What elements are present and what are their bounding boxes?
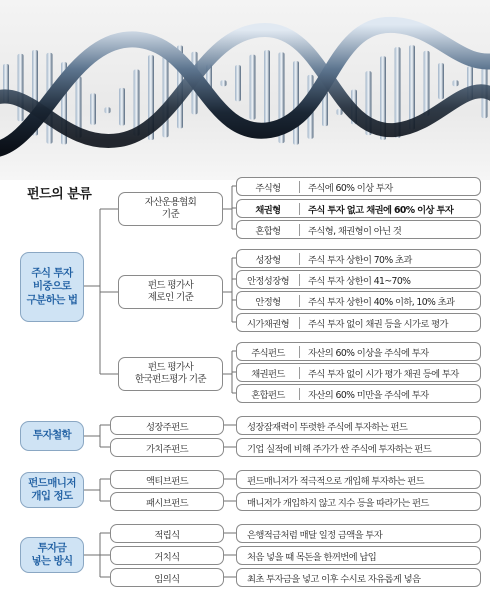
category-line: 펀드매니저 — [28, 476, 76, 489]
type-desc: 주식 투자 없이 시가 평가 채권 등에 투자 — [308, 368, 459, 380]
type-row — [236, 313, 481, 332]
type-name: 주식펀드 — [251, 347, 285, 359]
fund-type: 임의식 — [110, 568, 224, 587]
dna-rung — [105, 107, 111, 113]
dna-rung — [90, 93, 96, 124]
dna-rung — [264, 50, 270, 134]
category-line: 비중으로 — [32, 280, 72, 293]
type-row — [236, 249, 481, 268]
type-name: 혼합형 — [255, 225, 281, 237]
type-desc: 주식 투자 없이 채권 등을 시가로 평가 — [308, 318, 448, 330]
criteria-line: 제로인 기준 — [147, 292, 194, 303]
type-row — [236, 384, 481, 403]
fund-type: 거치식 — [110, 546, 224, 565]
type-name: 채권펀드 — [251, 368, 285, 380]
fund-type: 성장주펀드 — [110, 416, 224, 435]
criteria-line: 펀드 평가사 — [147, 280, 194, 292]
category-payment-method — [20, 537, 84, 573]
type-name: 시가채권형 — [247, 318, 289, 330]
fund-desc: 펀드매니저가 적극적으로 개입해 투자하는 펀드 — [236, 470, 481, 489]
type-name: 성장형 — [255, 254, 281, 266]
type-row — [236, 220, 481, 239]
fund-desc: 매니저가 개입하지 않고 지수 등을 따라가는 펀드 — [236, 492, 481, 511]
criteria-line: 자산운용협회 — [144, 197, 197, 209]
type-desc: 주식 투자 상한이 70% 초과 — [308, 254, 412, 266]
type-desc: 주식 투자 없고 채권에 60% 이상 투자 — [308, 204, 454, 216]
dna-rung — [453, 80, 459, 86]
fund-type: 패시브펀드 — [110, 492, 224, 511]
category-line: 주식 투자 — [31, 267, 73, 280]
type-desc: 주식 투자 상한이 40% 이하, 10% 초과 — [308, 296, 455, 308]
criteria-line: 펀드 평가사 — [147, 362, 194, 374]
type-name: 주식형 — [255, 182, 281, 194]
page-title: 펀드의 분류 — [27, 187, 92, 202]
fund-desc: 성장잠재력이 뚜렷한 주식에 투자하는 펀드 — [236, 416, 481, 435]
type-desc: 주식 투자 상한이 41~70% — [308, 275, 411, 287]
dna-rung — [424, 51, 430, 116]
dna-rung — [409, 45, 415, 129]
dna-rung — [293, 61, 299, 145]
fund-type: 가치주펀드 — [110, 438, 224, 457]
dna-rung — [250, 55, 256, 120]
fund-desc: 은행적금처럼 매달 일정 금액을 투자 — [236, 524, 481, 543]
dna-helix-image — [0, 0, 490, 180]
fund-desc: 최초 투자금을 넣고 이후 수시로 자유롭게 넣음 — [236, 568, 481, 587]
type-name: 채권형 — [255, 204, 281, 216]
fund-desc: 처음 넣을 때 목돈을 한꺼번에 납입 — [236, 546, 481, 565]
type-row — [236, 199, 481, 218]
dna-rung — [438, 63, 444, 99]
type-desc: 주식에 60% 이상 투자 — [308, 182, 393, 194]
category-stock-ratio — [20, 252, 84, 322]
dna-rung — [337, 109, 343, 115]
fund-type: 적립식 — [110, 524, 224, 543]
dna-rung — [221, 80, 227, 86]
type-desc: 자산의 60% 미만을 주식에 투자 — [308, 389, 429, 401]
criteria-kofia — [118, 192, 223, 226]
type-row — [236, 177, 481, 196]
type-desc: 주식형, 채권형이 아닌 것 — [308, 225, 402, 237]
type-desc: 자산의 60% 이상을 주식에 투자 — [308, 347, 429, 359]
category-manager-involvement — [20, 472, 84, 508]
type-row — [236, 363, 481, 382]
type-name: 혼합펀드 — [251, 389, 285, 401]
criteria-kfr — [118, 357, 223, 391]
dna-helix-banner — [0, 0, 490, 180]
category-line: 구분하는 법 — [26, 293, 78, 306]
dna-rung — [119, 88, 125, 126]
type-row — [236, 342, 481, 361]
criteria-line: 기준 — [161, 209, 180, 220]
category-investment-philosophy: 투자철학 — [20, 421, 84, 451]
category-line: 개입 정도 — [31, 490, 73, 502]
category-line: 넣는 방식 — [31, 555, 73, 567]
fund-type: 액티브펀드 — [110, 470, 224, 489]
type-name: 안정성장형 — [247, 275, 289, 287]
category-line: 투자금 — [37, 541, 67, 554]
dna-rung — [18, 54, 24, 121]
dna-rung — [235, 65, 241, 101]
fund-desc: 기업 실적에 비해 주가가 싼 주식에 투자하는 펀드 — [236, 438, 481, 457]
criteria-zeroin — [118, 275, 223, 309]
type-name: 안정형 — [255, 296, 281, 308]
criteria-line: 한국펀드평가 기준 — [134, 374, 207, 385]
type-row — [236, 291, 481, 310]
type-row — [236, 270, 481, 289]
